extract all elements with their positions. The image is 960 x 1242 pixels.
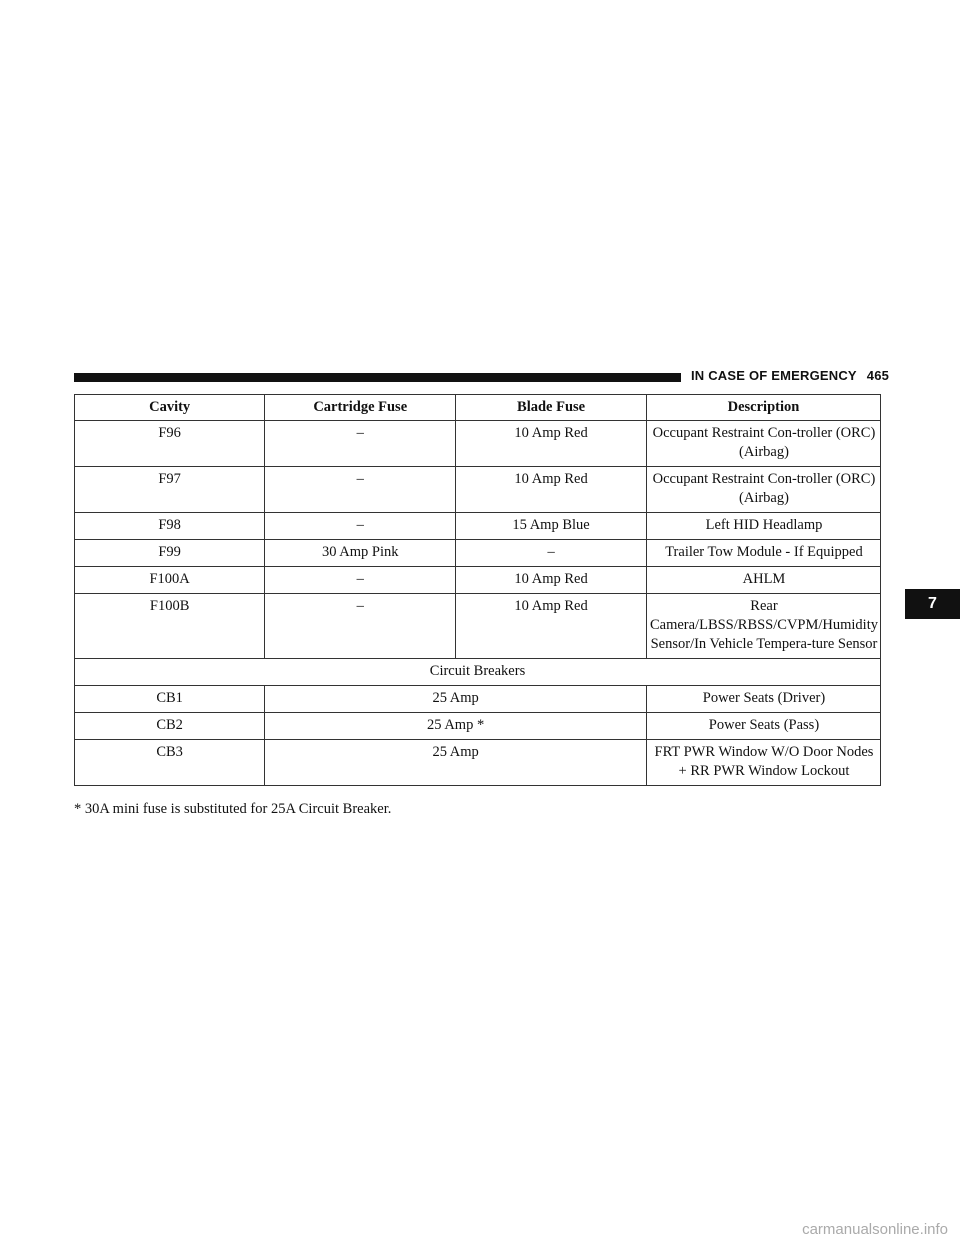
blade-cell: 15 Amp Blue <box>456 513 647 540</box>
table-row <box>75 713 881 740</box>
table-row <box>75 540 881 567</box>
column-header-blade-fuse: Blade Fuse <box>456 395 647 421</box>
cavity-cell: F100B <box>75 594 265 659</box>
header-rule <box>74 373 681 382</box>
column-header-cavity: Cavity <box>75 395 265 421</box>
description-cell: FRT PWR Window W/O Door Nodes + RR PWR Window Lockout <box>646 740 880 786</box>
rating-cell: 25 Amp * <box>265 713 647 740</box>
blade-cell: 10 Amp Red <box>456 594 647 659</box>
blade-cell: – <box>456 540 647 567</box>
cavity-cell: F99 <box>75 540 265 567</box>
cavity-cell: CB1 <box>75 686 265 713</box>
rating-cell: 25 Amp <box>265 740 647 786</box>
table-row <box>75 686 881 713</box>
section-label: Circuit Breakers <box>75 659 881 686</box>
cavity-cell: F96 <box>75 421 265 467</box>
fuse-table <box>74 394 881 786</box>
page-number: 465 <box>866 368 890 383</box>
cartridge-cell: – <box>265 513 456 540</box>
table-row <box>75 513 881 540</box>
table-row <box>75 421 881 467</box>
description-cell: Power Seats (Driver) <box>646 686 880 713</box>
cartridge-cell: 30 Amp Pink <box>265 540 456 567</box>
cavity-cell: CB3 <box>75 740 265 786</box>
cartridge-cell: – <box>265 594 456 659</box>
cavity-cell: F100A <box>75 567 265 594</box>
table-row <box>75 467 881 513</box>
rating-cell: 25 Amp <box>265 686 647 713</box>
column-header-description: Description <box>646 395 880 421</box>
chapter-tab: 7 <box>905 589 960 619</box>
blade-cell: 10 Amp Red <box>456 467 647 513</box>
cavity-cell: CB2 <box>75 713 265 740</box>
section-row-circuit-breakers <box>75 659 881 686</box>
table-row <box>75 594 881 659</box>
description-cell: Occupant Restraint Con-troller (ORC) (Airbag) <box>646 421 880 467</box>
description-cell: AHLM <box>646 567 880 594</box>
section-title: IN CASE OF EMERGENCY <box>691 368 857 383</box>
watermark: carmanualsonline.info <box>802 1221 948 1238</box>
running-header <box>691 368 889 383</box>
table-header-row <box>75 395 881 421</box>
table-row <box>75 567 881 594</box>
description-cell: Left HID Headlamp <box>646 513 880 540</box>
column-header-cartridge-fuse: Cartridge Fuse <box>265 395 456 421</box>
cavity-cell: F97 <box>75 467 265 513</box>
footnote: * 30A mini fuse is substituted for 25A Circuit Breaker. <box>74 801 392 817</box>
description-cell: Occupant Restraint Con-troller (ORC) (Airbag) <box>646 467 880 513</box>
cartridge-cell: – <box>265 421 456 467</box>
blade-cell: 10 Amp Red <box>456 421 647 467</box>
description-cell: Power Seats (Pass) <box>646 713 880 740</box>
cartridge-cell: – <box>265 567 456 594</box>
description-cell: Trailer Tow Module - If Equipped <box>646 540 880 567</box>
cartridge-cell: – <box>265 467 456 513</box>
blade-cell: 10 Amp Red <box>456 567 647 594</box>
cavity-cell: F98 <box>75 513 265 540</box>
table-row <box>75 740 881 786</box>
description-cell: Rear Camera/LBSS/RBSS/CVPM/Humidity Sensor/In Vehicle Tempera-ture Sensor <box>646 594 880 659</box>
